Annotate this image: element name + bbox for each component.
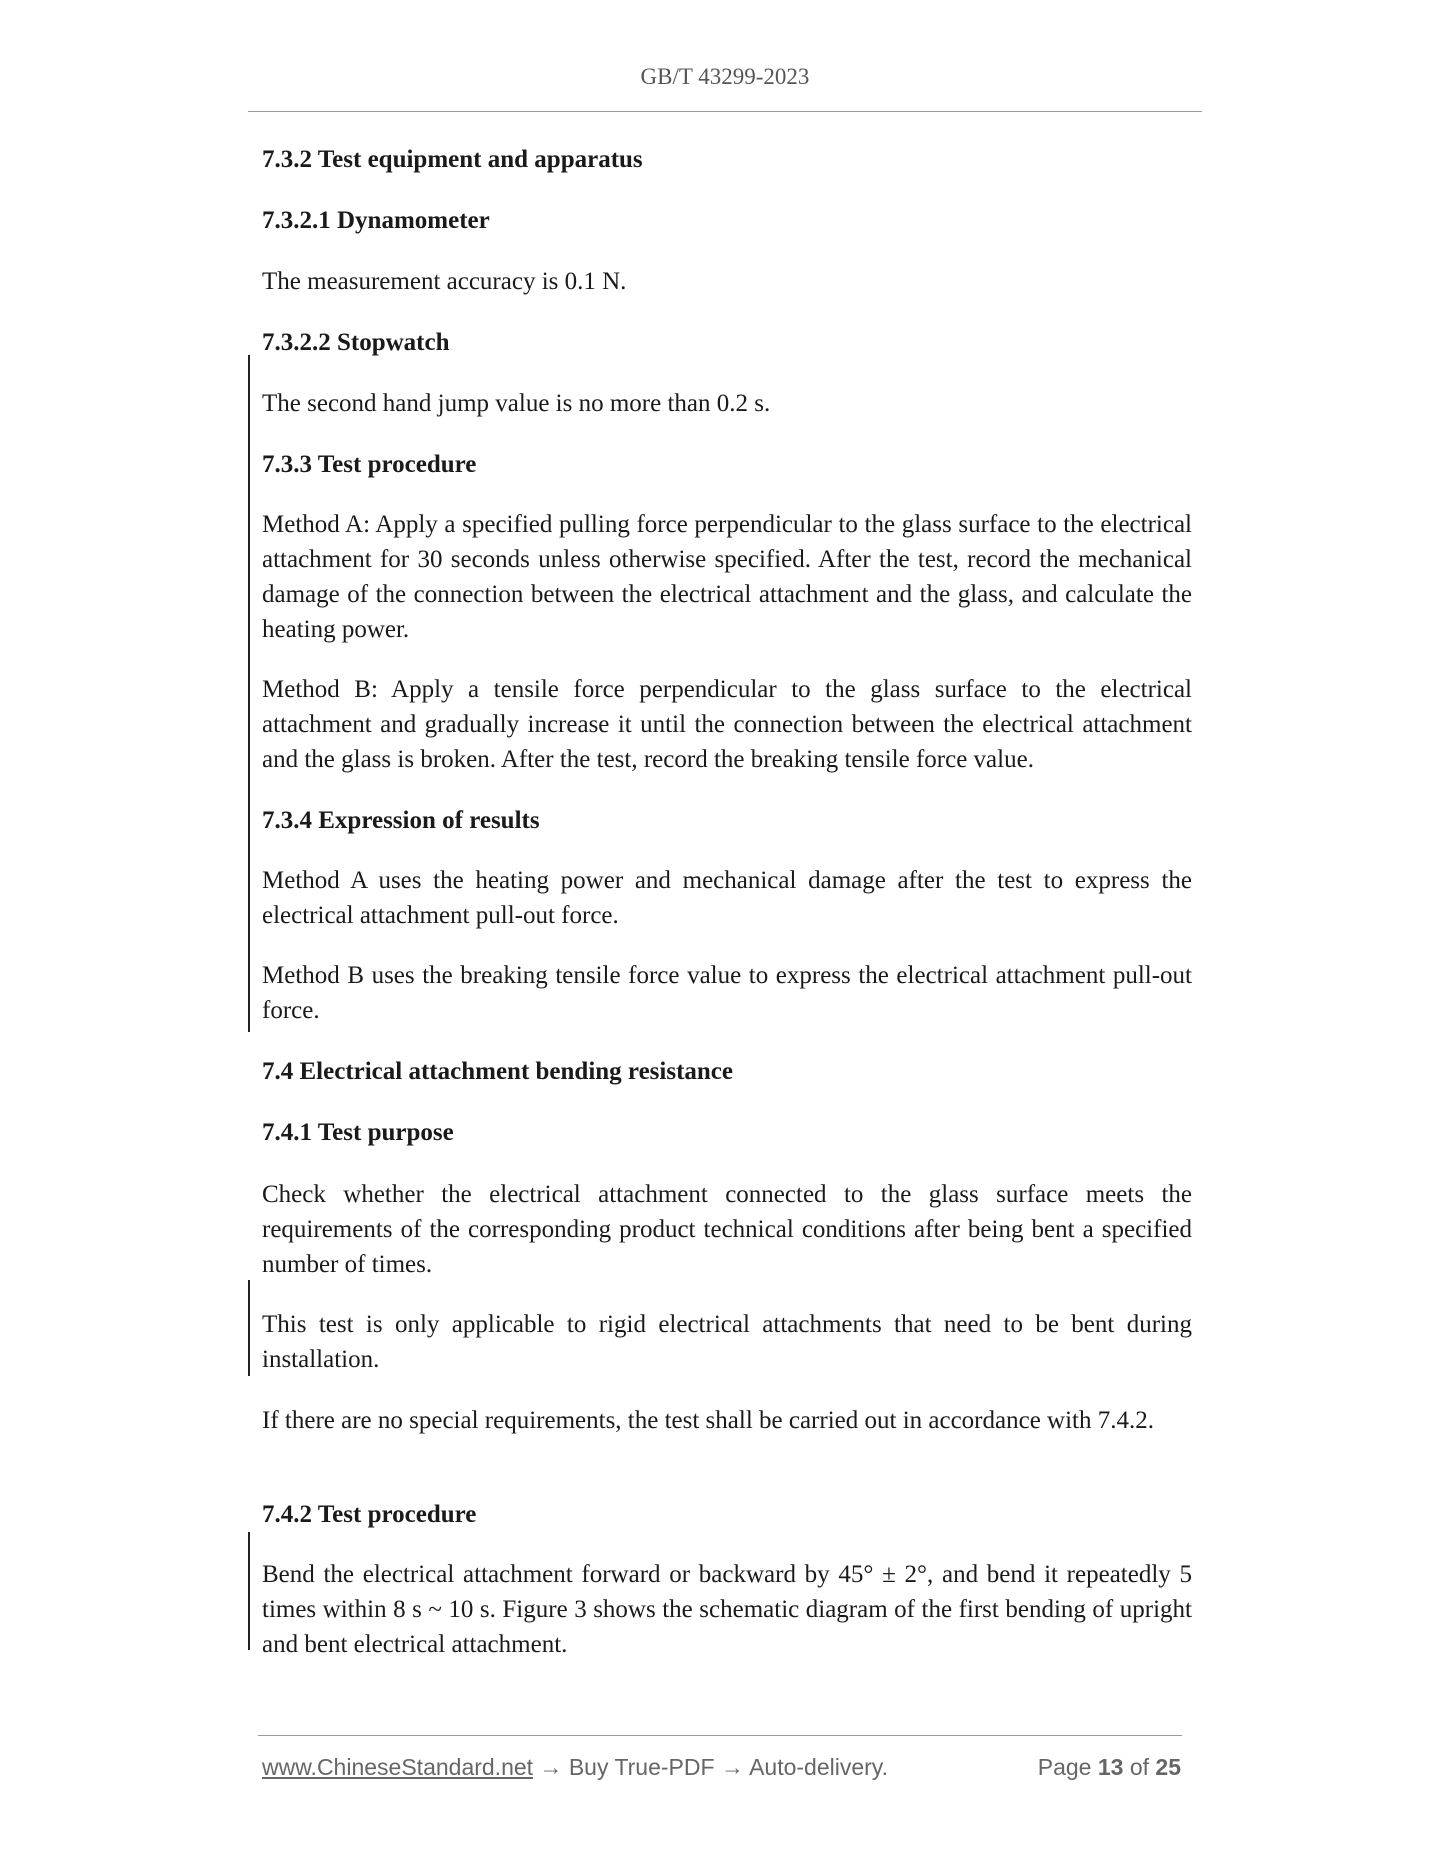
paragraph: Method A uses the heating power and mechanical damage after the test to express the electrical attachment pull-out force. (262, 867, 1192, 929)
paragraph: Method B uses the breaking tensile force value to express the electrical attachment pull-out force. (262, 962, 1192, 1024)
section-heading: 7.3.2.1 Dynamometer (262, 207, 490, 234)
footer-divider (258, 1735, 1182, 1736)
section-heading: 7.4.2 Test procedure (262, 1501, 477, 1528)
auto-delivery-text: Auto-delivery. (749, 1754, 888, 1780)
arrow-icon: → (720, 1754, 744, 1780)
footer-promo (262, 1754, 888, 1781)
section-heading: 7.4.1 Test purpose (262, 1119, 454, 1146)
change-bar (248, 1280, 250, 1376)
header-divider (248, 111, 1202, 112)
page-footer (262, 1754, 1186, 1786)
change-bar (248, 355, 250, 1032)
paragraph: If there are no special requirements, the test shall be carried out in accordance with 7.4.2. (262, 1407, 1154, 1434)
paragraph: The measurement accuracy is 0.1 N. (262, 268, 627, 295)
arrow-icon: → (539, 1754, 563, 1780)
section-heading: 7.3.3 Test procedure (262, 451, 477, 478)
paragraph: This test is only applicable to rigid electrical attachments that need to be bent during installation. (262, 1311, 1192, 1373)
section-heading: 7.3.2.2 Stopwatch (262, 329, 450, 356)
paragraph: Check whether the electrical attachment connected to the glass surface meets the requirements of the corresponding product technical conditions after being bent a specified number of times. (262, 1181, 1192, 1278)
site-link[interactable]: www.ChineseStandard.net (262, 1754, 534, 1780)
change-bar (248, 1532, 250, 1650)
total-pages: 25 (1155, 1754, 1181, 1780)
paragraph: Method A: Apply a specified pulling force perpendicular to the glass surface to the electrical attachment for 30 seconds unless otherwise specified. After the test, record the mechanical damage of the connection between the electrical attachment and the glass, and calculate the heating power. (262, 511, 1192, 643)
of-word: of (1129, 1754, 1150, 1780)
section-heading: 7.3.4 Expression of results (262, 807, 540, 834)
buy-pdf-text: Buy True-PDF (568, 1754, 715, 1780)
paragraph: Bend the electrical attachment forward or backward by 45° ± 2°, and bend it repeatedly 5 times within 8 s ~ 10 s. Figure 3 shows the schematic diagram of the first bending of upright and bent electrical attachment. (262, 1561, 1192, 1658)
page-word: Page (1037, 1754, 1092, 1780)
page-header-doc-code: GB/T 43299-2023 (640, 64, 810, 89)
section-heading: 7.4 Electrical attachment bending resistance (262, 1058, 733, 1085)
page-indicator (1038, 1754, 1181, 1781)
paragraph: The second hand jump value is no more than 0.2 s. (262, 390, 771, 417)
section-heading: 7.3.2 Test equipment and apparatus (262, 146, 643, 173)
page-number: 13 (1097, 1754, 1124, 1780)
paragraph: Method B: Apply a tensile force perpendicular to the glass surface to the electrical attachment and gradually increase it until the connection between the electrical attachment and the glass is broken. After the test, record the breaking tensile force value. (262, 676, 1192, 773)
